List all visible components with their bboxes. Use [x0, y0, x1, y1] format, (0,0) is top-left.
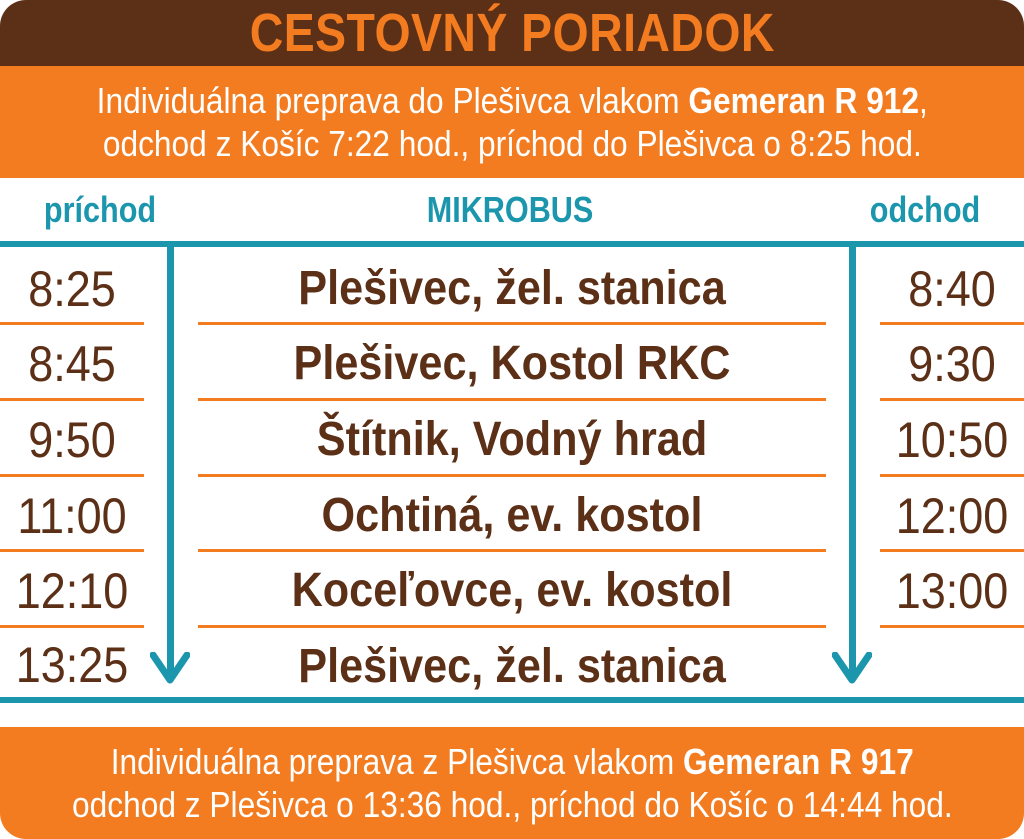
row-separator — [198, 322, 826, 325]
outbound-line-1 — [96, 79, 927, 122]
outbound-line-2: odchod z Košíc 7:22 hod., príchod do Plešivca o 8:25 hod. — [102, 123, 922, 164]
arrow-down-icon — [832, 652, 872, 686]
return-train-name: Gemeran R 917 — [682, 740, 914, 782]
arrival-time: 8:45 — [28, 336, 116, 392]
arrival-column-header: príchod — [43, 189, 157, 230]
arrival-time: 8:25 — [28, 261, 116, 317]
row-separator — [880, 322, 1024, 325]
page-title: CESTOVNÝ PORIADOK — [249, 3, 775, 63]
departure-time: 13:00 — [895, 563, 1009, 619]
row-separator — [0, 474, 144, 477]
outbound-train-name: Gemeran R 912 — [688, 79, 919, 121]
row-separator — [198, 398, 826, 401]
row-separator — [198, 625, 826, 628]
stop-name: Plešivec, žel. stanica — [298, 262, 726, 315]
return-line-1 — [110, 740, 913, 783]
row-separator — [198, 474, 826, 477]
outbound-prefix: Individuálna preprava do Plešivca vlakom — [96, 79, 689, 121]
arrival-time: 9:50 — [28, 412, 116, 468]
row-separator — [880, 398, 1024, 401]
departure-time: 9:30 — [908, 336, 996, 392]
departure-time: 8:40 — [908, 261, 996, 317]
arrival-time: 12:10 — [15, 563, 129, 619]
arrow-down-icon — [150, 652, 190, 686]
departure-column-header: odchod — [869, 189, 981, 230]
right-direction-line — [849, 247, 856, 677]
stop-name: Plešivec, Kostol RKC — [293, 337, 731, 390]
stop-name: Plešivec, žel. stanica — [298, 640, 726, 693]
return-line-2: odchod z Plešivca o 13:36 hod., príchod do Košíc o 14:44 hod. — [71, 784, 953, 825]
stop-name: Koceľovce, ev. kostol — [291, 564, 733, 617]
departure-time: 12:00 — [895, 488, 1009, 544]
row-separator — [880, 549, 1024, 552]
departure-time: 10:50 — [895, 412, 1009, 468]
row-separator — [880, 474, 1024, 477]
title-bar — [0, 0, 1024, 66]
row-separator — [0, 398, 144, 401]
row-separator — [880, 625, 1024, 628]
header-divider — [0, 241, 1024, 247]
outbound-suffix: , — [918, 79, 928, 121]
return-train-info — [0, 727, 1024, 839]
stop-name: Ochtiná, ev. kostol — [321, 489, 703, 542]
arrival-time: 11:00 — [17, 488, 127, 544]
left-direction-line — [167, 247, 174, 677]
row-separator — [0, 549, 144, 552]
outbound-train-info — [0, 66, 1024, 178]
return-prefix: Individuálna preprava z Plešivca vlakom — [110, 740, 683, 782]
row-separator — [198, 549, 826, 552]
arrival-time: 13:25 — [15, 637, 129, 693]
stop-name: Štítnik, Vodný hrad — [316, 413, 708, 466]
minibus-column-header: MIKROBUS — [426, 189, 594, 230]
row-separator — [0, 322, 144, 325]
